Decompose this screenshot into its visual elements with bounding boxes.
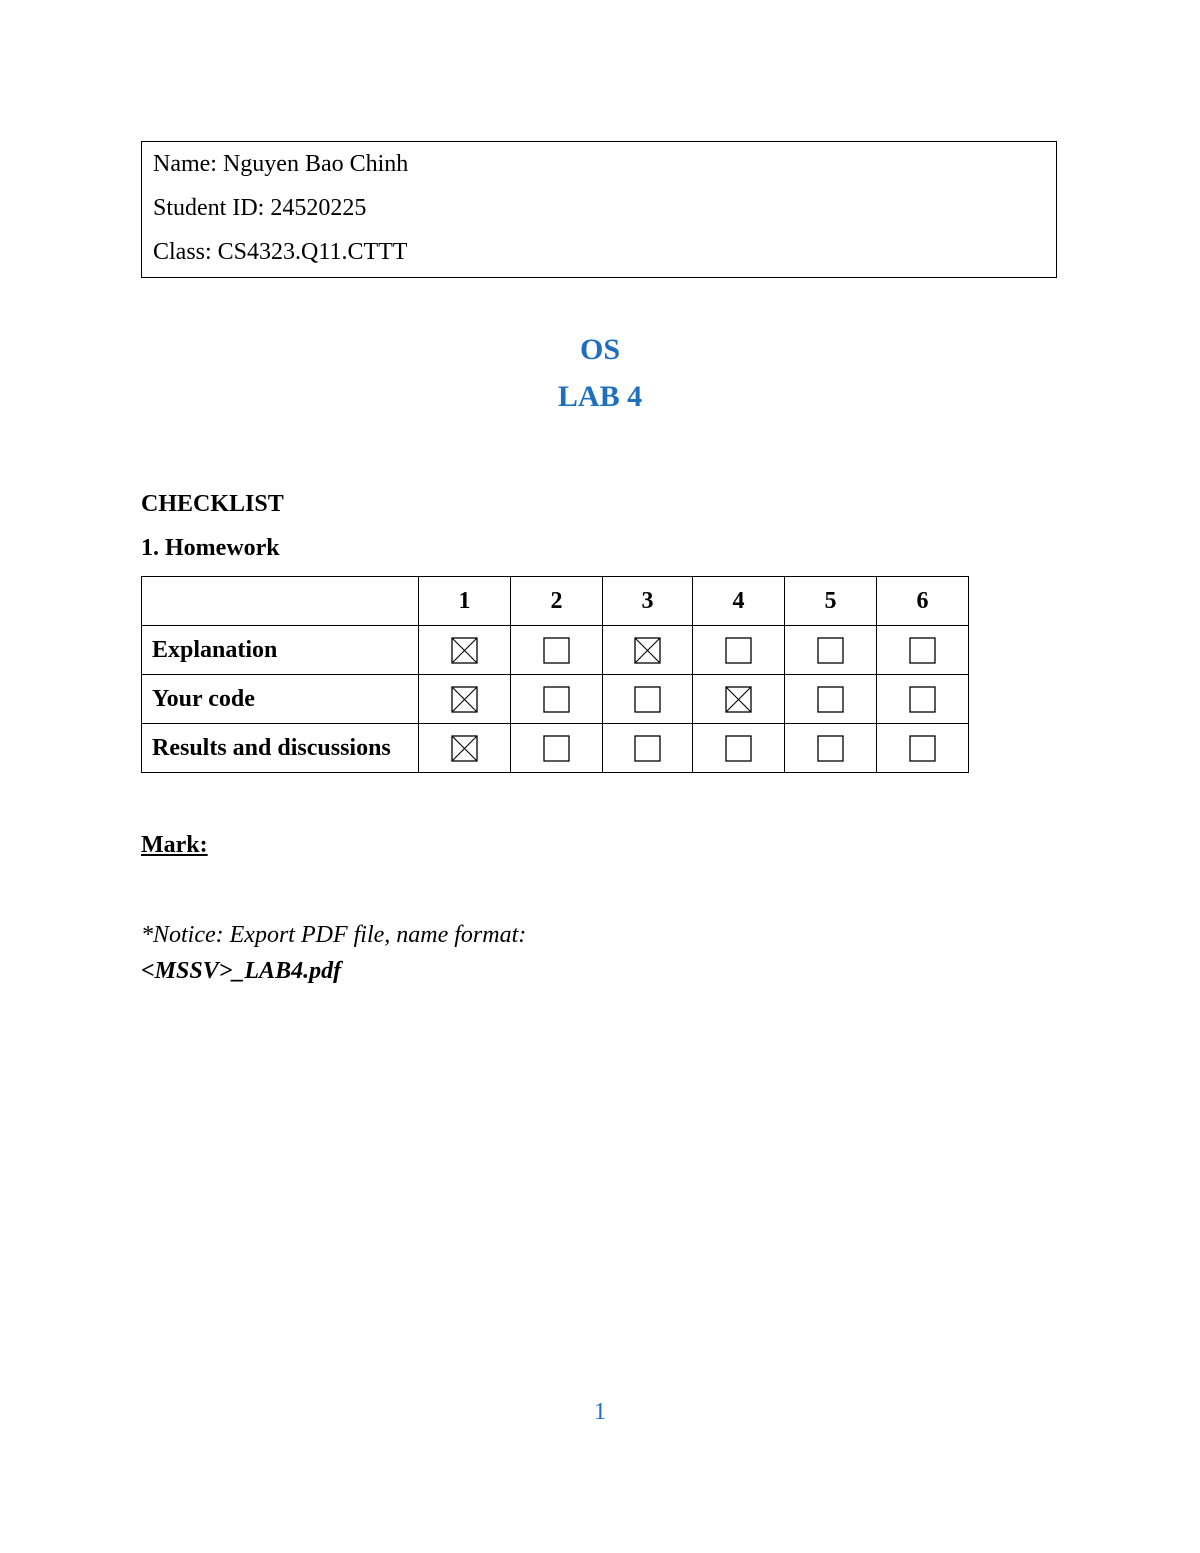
- empty-box-icon: [725, 735, 752, 762]
- student-name: Name: Nguyen Bao Chinh: [153, 151, 409, 177]
- student-class: Class: CS4323.Q11.CTTT: [153, 239, 408, 265]
- checkbox-cell[interactable]: [603, 724, 693, 773]
- empty-box-icon: [543, 686, 570, 713]
- checkbox-cell[interactable]: [693, 626, 785, 675]
- checkbox-cell[interactable]: [419, 724, 511, 773]
- empty-box-icon: [634, 686, 661, 713]
- empty-box-icon: [817, 735, 844, 762]
- filename-format: <MSSV>_LAB4.pdf: [141, 958, 342, 984]
- checkbox-cell[interactable]: [419, 626, 511, 675]
- checkbox-cell[interactable]: [419, 675, 511, 724]
- table-row: [142, 626, 969, 675]
- column-header-5: 5: [785, 577, 877, 626]
- empty-box-icon: [909, 735, 936, 762]
- subject-title: OS: [579, 333, 621, 366]
- mark-label: Mark:: [141, 832, 208, 858]
- checked-box-icon: [725, 686, 752, 713]
- lab-title: LAB 4: [557, 380, 643, 413]
- empty-box-icon: [634, 735, 661, 762]
- checkbox-cell[interactable]: [877, 724, 969, 773]
- checkbox-cell[interactable]: [693, 724, 785, 773]
- student-info-box: [141, 141, 1057, 278]
- column-header-2: 2: [511, 577, 603, 626]
- row-label: Results and discussions: [142, 724, 419, 773]
- table-corner-cell: [142, 577, 419, 626]
- empty-box-icon: [543, 637, 570, 664]
- homework-heading: 1. Homework: [141, 535, 280, 561]
- column-header-3: 3: [603, 577, 693, 626]
- empty-box-icon: [543, 735, 570, 762]
- checked-box-icon: [451, 735, 478, 762]
- page-number: 1: [594, 1399, 606, 1425]
- notice-text: *Notice: Export PDF file, name format:: [141, 922, 527, 948]
- table-row: [142, 724, 969, 773]
- checkbox-cell[interactable]: [603, 675, 693, 724]
- checkbox-cell[interactable]: [877, 675, 969, 724]
- empty-box-icon: [817, 686, 844, 713]
- table-header-row: [142, 577, 969, 626]
- empty-box-icon: [817, 637, 844, 664]
- student-id: Student ID: 24520225: [153, 195, 367, 221]
- checkbox-cell[interactable]: [511, 724, 603, 773]
- checkbox-cell[interactable]: [785, 724, 877, 773]
- checklist-heading: CHECKLIST: [141, 491, 284, 517]
- column-header-4: 4: [693, 577, 785, 626]
- checkbox-cell[interactable]: [693, 675, 785, 724]
- checkbox-cell[interactable]: [603, 626, 693, 675]
- empty-box-icon: [909, 686, 936, 713]
- checkbox-cell[interactable]: [511, 626, 603, 675]
- empty-box-icon: [909, 637, 936, 664]
- column-header-1: 1: [419, 577, 511, 626]
- homework-checklist-table: [141, 576, 969, 773]
- checkbox-cell[interactable]: [877, 626, 969, 675]
- checked-box-icon: [451, 637, 478, 664]
- empty-box-icon: [725, 637, 752, 664]
- checked-box-icon: [634, 637, 661, 664]
- row-label: Your code: [142, 675, 419, 724]
- table-row: [142, 675, 969, 724]
- column-header-6: 6: [877, 577, 969, 626]
- checkbox-cell[interactable]: [785, 675, 877, 724]
- row-label: Explanation: [142, 626, 419, 675]
- checkbox-cell[interactable]: [785, 626, 877, 675]
- checked-box-icon: [451, 686, 478, 713]
- checkbox-cell[interactable]: [511, 675, 603, 724]
